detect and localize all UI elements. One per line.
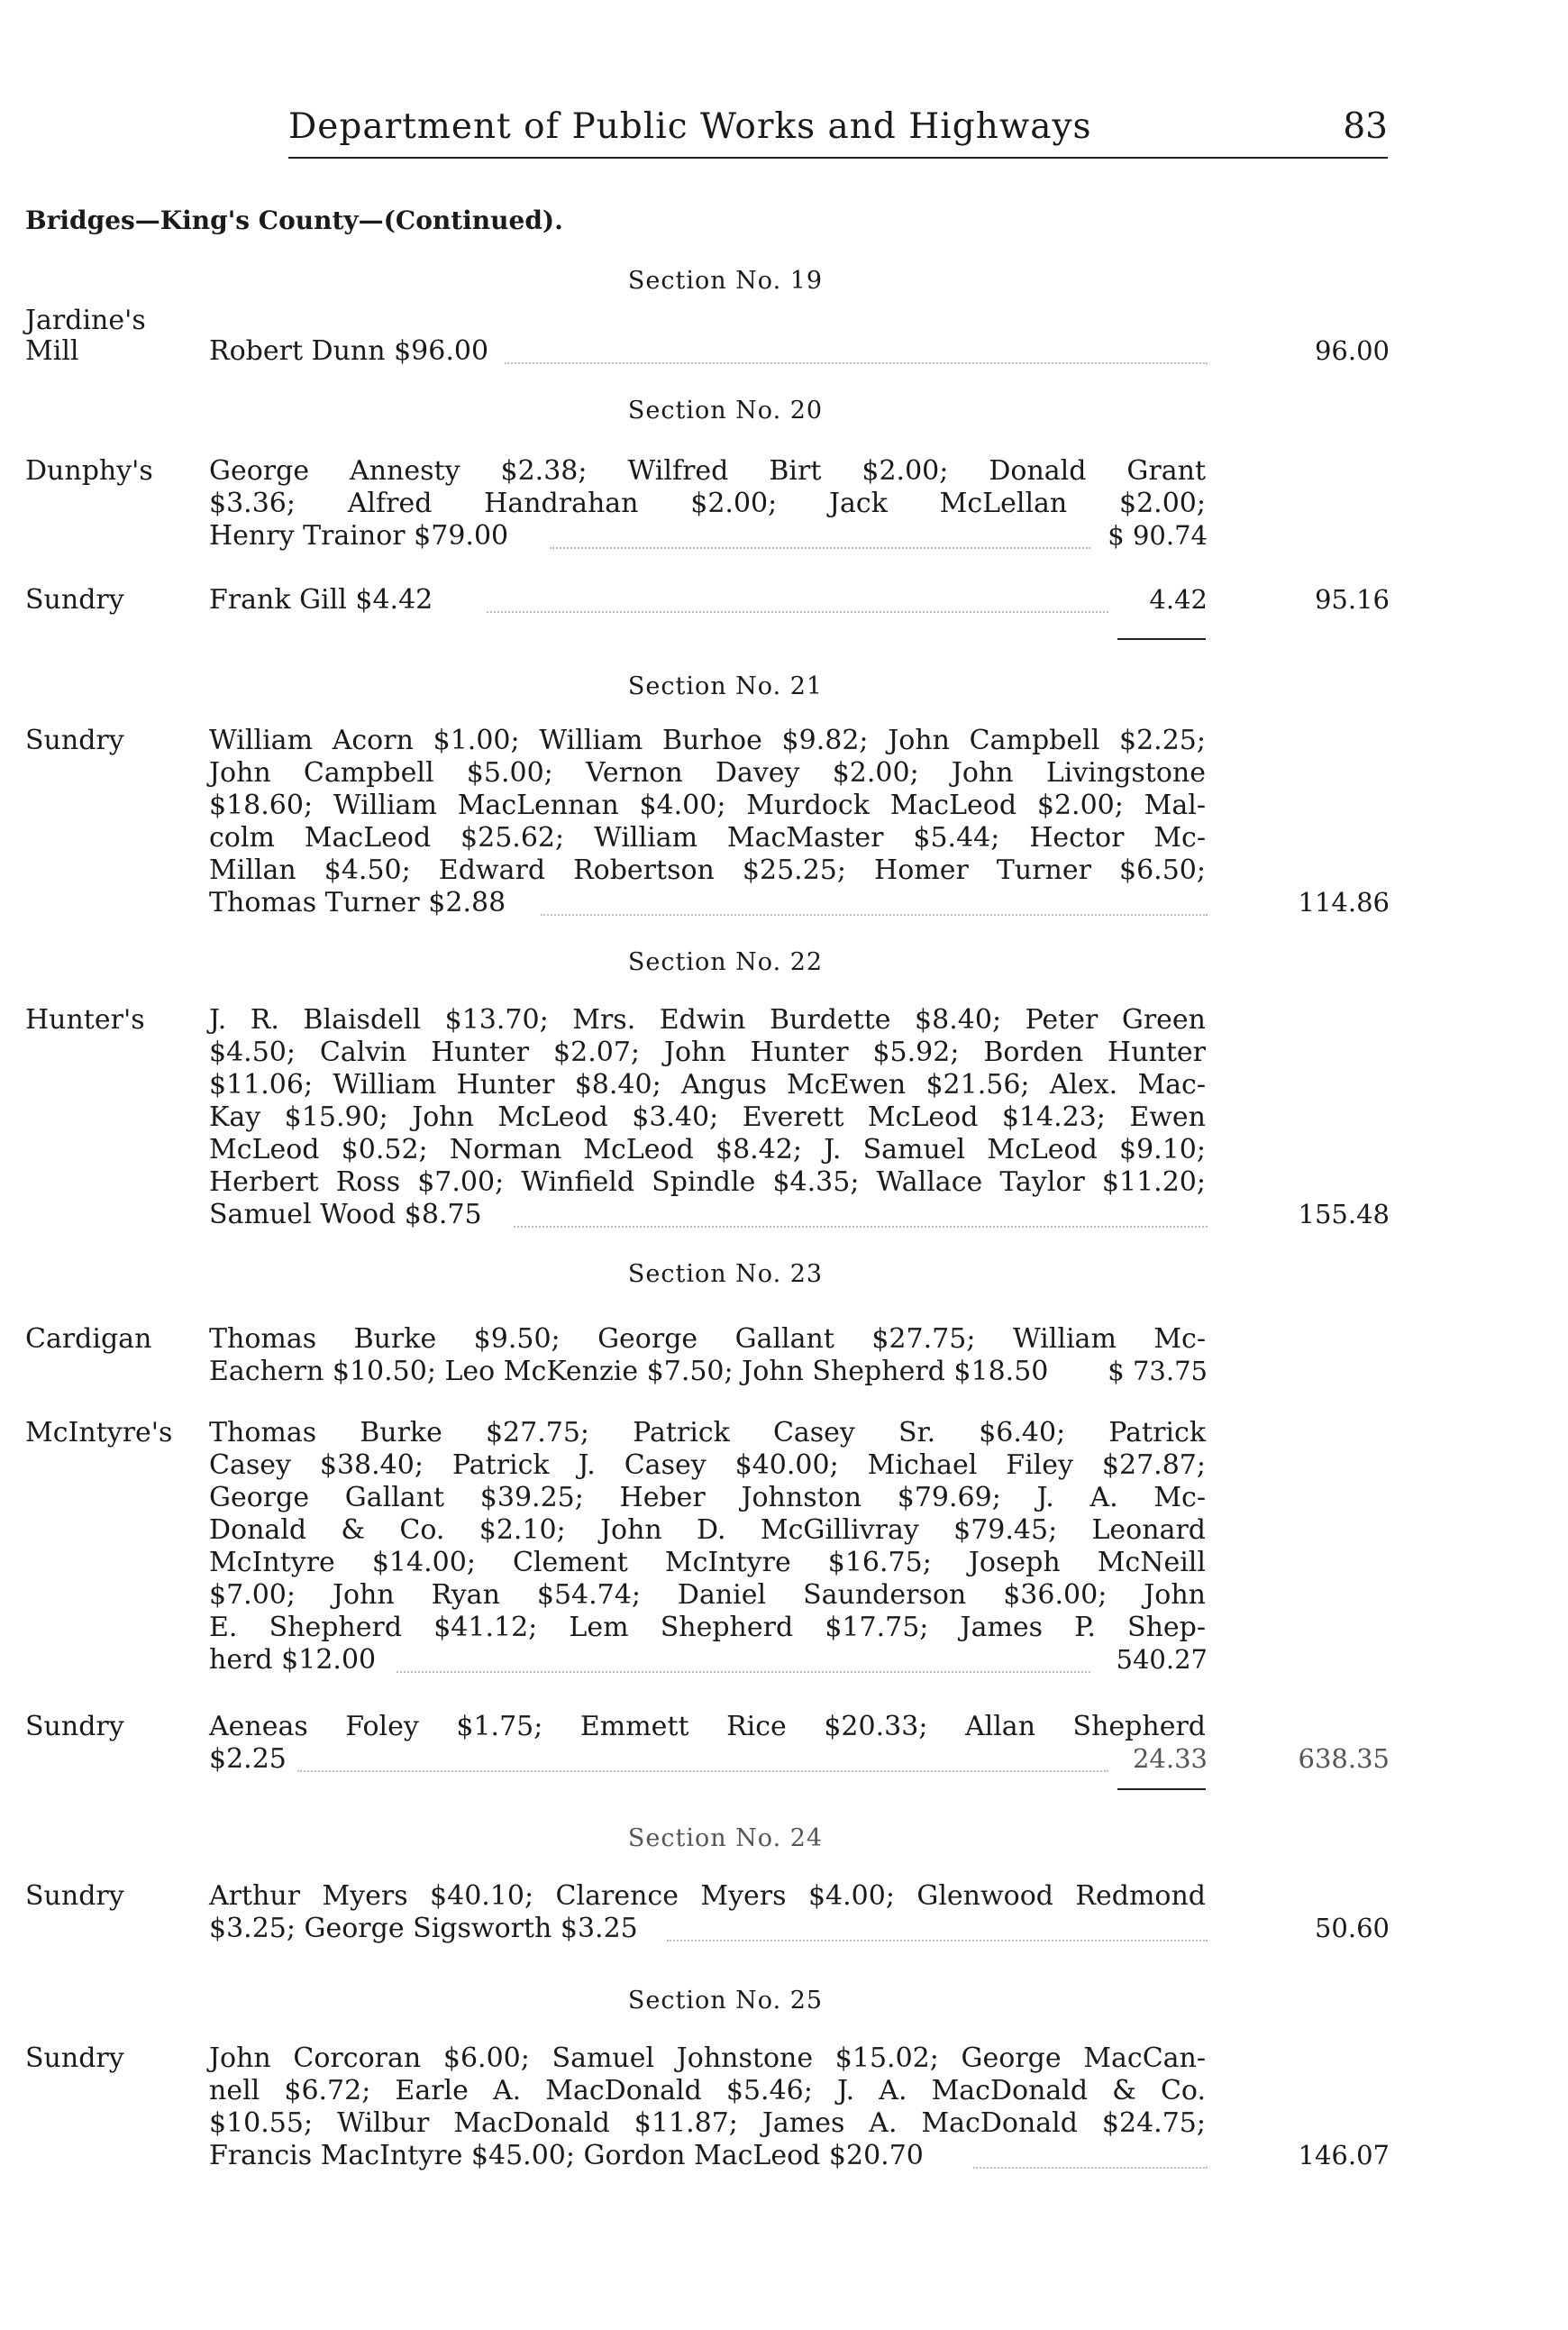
entry-line: $3.25; George Sigsworth $3.25 (209, 1913, 638, 1944)
running-header (288, 97, 1388, 153)
entry-line: Francis MacIntyre $45.00; Gordon MacLeod $20.70 (209, 2140, 924, 2171)
entry-line: Donald & Co. $2.10; John D. McGillivray $79.45; Leonard (209, 1514, 1206, 1546)
section-title-25: Section No. 25 (627, 1987, 824, 2015)
entry-line: Kay $15.90; John McLeod $3.40; Everett McLeod $14.23; Ewen (209, 1101, 1206, 1133)
entry-line: John Campbell $5.00; Vernon Davey $2.00; John Livingstone (209, 757, 1206, 789)
place-hunters: Hunter's (25, 1004, 145, 1036)
place-sundry: Sundry (25, 584, 124, 616)
header-rule (288, 157, 1388, 159)
entry-line: $10.55; Wilbur MacDonald $11.87; James A. MacDonald $24.75; (209, 2107, 1206, 2139)
section-total-20: 95.16 (1314, 584, 1390, 615)
entry-line: Thomas Turner $2.88 (209, 887, 506, 918)
section-title-22: Section No. 22 (627, 948, 824, 976)
entry-line: Arthur Myers $40.10; Clarence Myers $4.00; Glenwood Redmond (209, 1880, 1206, 1912)
place-mill: Mill (25, 335, 79, 367)
header-title: Department of Public Works and Highways (288, 106, 1092, 147)
section-total-21: 114.86 (1298, 887, 1390, 918)
entry-line: colm MacLeod $25.62; William MacMaster $5.44; Hector Mc- (209, 822, 1206, 854)
entry-line: George Annesty $2.38; Wilfred Birt $2.00; Donald Grant (209, 455, 1206, 487)
entry-line: Frank Gill $4.42 (209, 584, 433, 616)
section-total-24: 50.60 (1314, 1913, 1390, 1943)
place-sundry: Sundry (25, 1711, 124, 1742)
place-dunphys: Dunphy's (25, 455, 153, 487)
place-jardines: Jardine's (25, 305, 146, 336)
entry-line: $11.06; William Hunter $8.40; Angus McEwen $21.56; Alex. Mac- (209, 1069, 1206, 1101)
subtotal-sundry: 24.33 (1132, 1743, 1208, 1774)
entry-line: $3.36; Alfred Handrahan $2.00; Jack McLellan $2.00; (209, 488, 1206, 519)
sum-rule (1117, 638, 1206, 640)
entry-line: Eachern $10.50; Leo McKenzie $7.50; John Shepherd $18.50 (209, 1356, 1049, 1387)
entry-line: $2.25 (209, 1743, 287, 1775)
page-number: 83 (1343, 106, 1388, 147)
entry-line: Casey $38.40; Patrick J. Casey $40.00; Michael Filey $27.87; (209, 1449, 1206, 1481)
sum-rule (1117, 1788, 1206, 1790)
entry-line: McLeod $0.52; Norman McLeod $8.42; J. Samuel McLeod $9.10; (209, 1134, 1206, 1165)
entry-line: Samuel Wood $8.75 (209, 1199, 482, 1230)
entry-line: J. R. Blaisdell $13.70; Mrs. Edwin Burdette $8.40; Peter Green (209, 1004, 1206, 1036)
subtotal-cardigan: $ 73.75 (1108, 1356, 1208, 1386)
place-sundry: Sundry (25, 1880, 124, 1912)
dot-leader (541, 914, 1208, 916)
place-mcintyres: McIntyre's (25, 1417, 173, 1448)
entry-line: $7.00; John Ryan $54.74; Daniel Saunderson $36.00; John (209, 1579, 1206, 1611)
section-title-21: Section No. 21 (627, 672, 824, 700)
entry-line: Thomas Burke $9.50; George Gallant $27.75; William Mc- (209, 1323, 1206, 1355)
entry-line: Henry Trainor $79.00 (209, 520, 509, 552)
entry-line: herd $12.00 (209, 1644, 377, 1676)
subtotal-mcintyres: 540.27 (1116, 1644, 1208, 1675)
place-sundry: Sundry (25, 725, 124, 756)
entry-line: McIntyre $14.00; Clement McIntyre $16.75; Joseph McNeill (209, 1547, 1206, 1578)
place-sundry: Sundry (25, 2042, 124, 2074)
entry-line: George Gallant $39.25; Heber Johnston $79.69; J. A. Mc- (209, 1482, 1206, 1513)
section-total-22: 155.48 (1298, 1199, 1390, 1229)
entry-line: Millan $4.50; Edward Robertson $25.25; Homer Turner $6.50; (209, 854, 1206, 886)
dot-leader (297, 1770, 1108, 1772)
entry-line: Thomas Burke $27.75; Patrick Casey Sr. $6.40; Patrick (209, 1417, 1206, 1448)
dot-leader (397, 1671, 1090, 1673)
subheading: Bridges—King's County—(Continued). (25, 206, 563, 235)
place-cardigan: Cardigan (25, 1323, 152, 1355)
entry-line: $18.60; William MacLennan $4.00; Murdock MacLeod $2.00; Mal- (209, 790, 1206, 821)
entry-line: Aeneas Foley $1.75; Emmett Rice $20.33; Allan Shepherd (209, 1711, 1206, 1742)
dot-leader (514, 1226, 1208, 1228)
entry-line: John Corcoran $6.00; Samuel Johnstone $15.02; George MacCan- (209, 2042, 1206, 2074)
section-title-23: Section No. 23 (627, 1260, 824, 1288)
entry-line: William Acorn $1.00; William Burhoe $9.82; John Campbell $2.25; (209, 725, 1206, 756)
entry-line: Herbert Ross $7.00; Winfield Spindle $4.35; Wallace Taylor $11.20; (209, 1166, 1206, 1198)
dot-leader (550, 547, 1090, 549)
entry-line: nell $6.72; Earle A. MacDonald $5.46; J. A. MacDonald & Co. (209, 2075, 1206, 2106)
section-title-19: Section No. 19 (627, 267, 824, 295)
subtotal-sundry: 4.42 (1149, 584, 1208, 615)
subtotal-dunphys: $ 90.74 (1108, 520, 1208, 551)
section-title-24: Section No. 24 (627, 1824, 824, 1852)
entry-line: E. Shepherd $41.12; Lem Shepherd $17.75; James P. Shep- (209, 1612, 1206, 1643)
entry-line: $4.50; Calvin Hunter $2.07; John Hunter $5.92; Borden Hunter (209, 1037, 1206, 1068)
section-total-23: 638.35 (1298, 1743, 1390, 1774)
entry-line: Robert Dunn $96.00 (209, 335, 489, 367)
dot-leader (667, 1940, 1208, 1942)
dot-leader (487, 611, 1108, 613)
section-total-19: 96.00 (1314, 335, 1390, 366)
dot-leader (973, 2167, 1208, 2169)
section-total-25: 146.07 (1298, 2140, 1390, 2170)
dot-leader (505, 362, 1208, 364)
section-title-20: Section No. 20 (627, 397, 824, 425)
